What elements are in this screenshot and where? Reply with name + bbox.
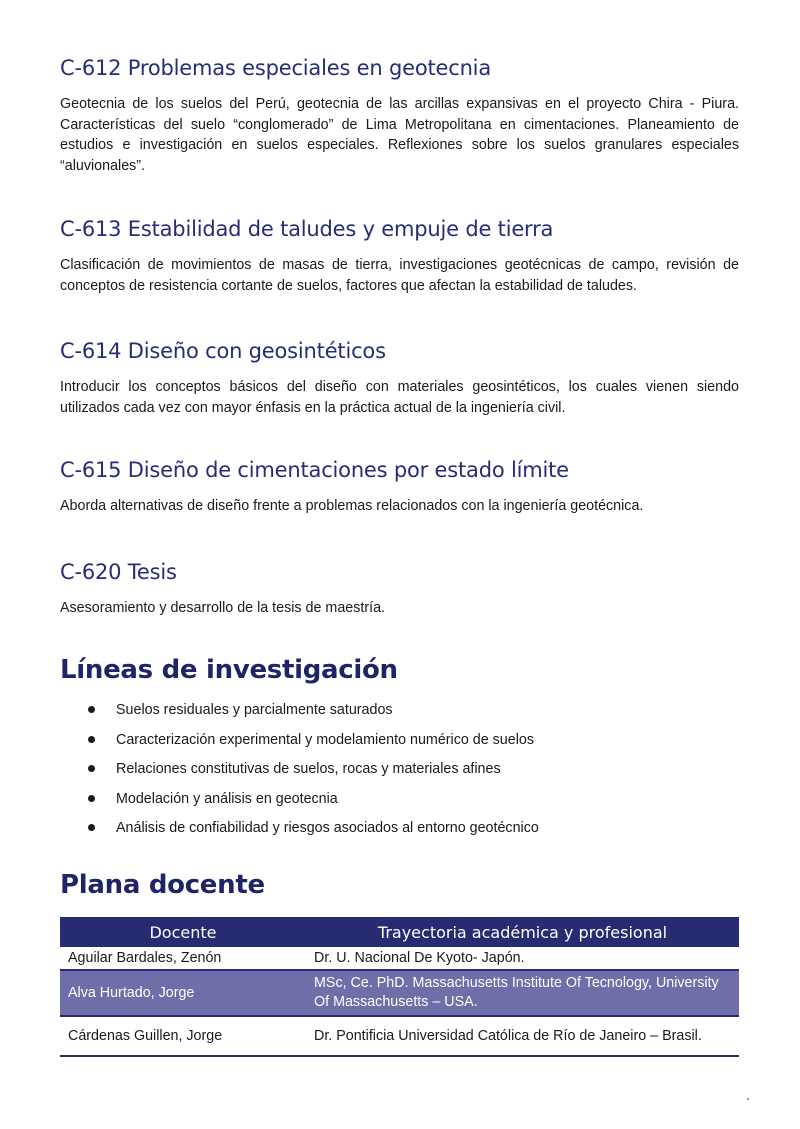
list-item xyxy=(60,818,539,848)
page-mark xyxy=(747,1098,749,1100)
course-description: Introducir los conceptos básicos del diseño con materiales geosintéticos, los cuales vienen siendo utilizados cada vez con mayor énfasis en la práctica actual de la ingeniería civil. xyxy=(60,379,739,416)
course-c612 xyxy=(60,56,739,176)
list-item-text: Análisis de confiabilidad y riesgos asociados al entorno geotécnico xyxy=(116,820,539,836)
course-c613 xyxy=(60,217,739,296)
faculty-background: MSc, Ce. PhD. Massachusetts Institute Of Tecnology, University Of Massachusetts – USA. xyxy=(306,970,739,1016)
course-title: C-615 Diseño de cimentaciones por estado límite xyxy=(60,458,569,482)
table-row xyxy=(60,1016,739,1056)
course-c620 xyxy=(60,560,739,619)
list-item-text: Relaciones constitutivas de suelos, rocas y materiales afines xyxy=(116,761,501,777)
table-header-row xyxy=(60,917,739,947)
list-item-text: Suelos residuales y parcialmente saturados xyxy=(116,702,393,718)
list-item xyxy=(60,759,539,789)
research-heading: Líneas de investigación xyxy=(60,655,398,685)
bullet-icon xyxy=(88,765,95,772)
course-description: Clasificación de movimientos de masas de tierra, investigaciones geotécnicas de campo, revisión de conceptos de resistencia cortante de suelos, factores que afectan la estabilidad de taludes. xyxy=(60,257,739,294)
course-description: Asesoramiento y desarrollo de la tesis de maestría. xyxy=(60,600,386,616)
faculty-name: Alva Hurtado, Jorge xyxy=(60,970,306,1016)
course-c614 xyxy=(60,339,739,418)
course-title: C-620 Tesis xyxy=(60,560,177,584)
bullet-icon xyxy=(88,795,95,802)
list-item xyxy=(60,700,539,730)
course-title: C-612 Problemas especiales en geotecnia xyxy=(60,56,491,80)
course-title: C-613 Estabilidad de taludes y empuje de tierra xyxy=(60,217,554,241)
table-row xyxy=(60,970,739,1016)
faculty-table xyxy=(60,917,739,1057)
course-c615 xyxy=(60,458,739,517)
faculty-heading: Plana docente xyxy=(60,870,265,900)
bullet-icon xyxy=(88,736,95,743)
faculty-name: Aguilar Bardales, Zenón xyxy=(68,949,222,966)
list-item-text: Caracterización experimental y modelamiento numérico de suelos xyxy=(116,731,534,748)
list-item-text: Modelación y análisis en geotecnia xyxy=(116,790,338,807)
column-header-trayectoria: Trayectoria académica y profesional xyxy=(306,917,739,947)
course-title: C-614 Diseño con geosintéticos xyxy=(60,339,386,363)
course-description: Aborda alternativas de diseño frente a problemas relacionados con la ingeniería geotécnica. xyxy=(60,498,644,514)
course-description: Geotecnia de los suelos del Perú, geotecnia de las arcillas expansivas en el proyecto Chira - Piura. Características del suelo “conglomerado” de Lima Metropolitana en cimentaciones. Planeamiento de estudios e investigación en suelos especiales. Reflexiones sobre los suelos granulares especiales “aluvionales”. xyxy=(60,96,739,174)
table-row xyxy=(60,947,739,970)
faculty-background: Dr. Pontificia Universidad Católica de Río de Janeiro – Brasil. xyxy=(306,1016,739,1056)
bullet-icon xyxy=(88,824,95,831)
list-item xyxy=(60,730,539,760)
list-item xyxy=(60,789,539,819)
faculty-name: Cárdenas Guillen, Jorge xyxy=(60,1016,306,1056)
research-list xyxy=(60,700,539,848)
bullet-icon xyxy=(88,706,95,713)
column-header-docente: Docente xyxy=(60,917,306,947)
faculty-background: Dr. U. Nacional De Kyoto- Japón. xyxy=(314,949,525,966)
